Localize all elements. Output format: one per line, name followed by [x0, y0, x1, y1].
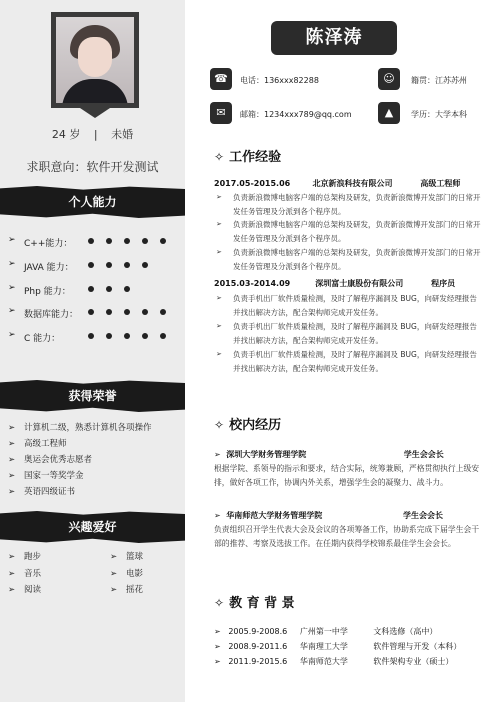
job-header: 2017.05-2015.06 北京新浪科技有限公司 高级工程师	[214, 179, 461, 188]
phone-text: 电话：136xxx82288	[240, 76, 319, 85]
honors-heading: 获得荣誉	[0, 385, 185, 407]
skills-heading: 个人能力	[0, 191, 185, 213]
rating-dot	[106, 309, 112, 315]
arrow-right-icon: ➢	[8, 487, 16, 497]
hobby-item: ➢ 电影	[110, 569, 144, 579]
rating-dot	[106, 238, 112, 244]
arrow-right-icon: ➢	[110, 569, 118, 579]
age-text: 24 岁	[51, 128, 81, 141]
job-bullet: ➢ 负责新浪微博电脑客户端的总架构及研发，负责新浪微博开发部门的日常开发任务管理及分派到各个程序员。	[216, 220, 481, 243]
honor-item: ➢ 英语四级证书	[8, 487, 76, 497]
rating-dot	[124, 333, 130, 339]
person-icon: ☺	[378, 68, 400, 90]
name-banner: 陈泽涛	[271, 21, 397, 55]
rating-dot	[124, 286, 130, 292]
rating-dot	[124, 309, 130, 315]
arrow-right-icon: ➢	[216, 248, 222, 256]
education-text: 学历：大学本科	[411, 110, 467, 119]
rating-dot	[88, 262, 94, 268]
skill-label: C 能力：	[24, 334, 61, 344]
education-item: ➢ 2008.9-2011.6 华南理工大学 软件管理与开发（本科）	[214, 642, 462, 651]
rating-dot	[142, 262, 148, 268]
arrow-right-icon: ➢	[8, 306, 16, 316]
arrow-right-icon: ➢	[8, 423, 16, 433]
skill-label: 数据库能力：	[24, 310, 79, 320]
rating-dot	[142, 309, 148, 315]
job-bullet: ➢ 负责手机出厂软件质量检测，及时了解程序漏洞及 BUG，向研发经理报告并找出解决方法，配合架构师完成开发任务。	[216, 322, 477, 345]
arrow-right-icon: ➢	[216, 350, 222, 358]
arrow-right-icon: ➢	[8, 585, 16, 595]
diamond-star-icon: ✧	[214, 150, 225, 164]
campus-description: 负责组织召开学生代表大会及会议的各项筹备工作，协助系完成下届学生会干部的推荐、考察及选拔工作。在任期内获得学校锦系最佳学生会会长。	[214, 525, 480, 548]
arrow-right-icon: ➢	[216, 193, 222, 201]
email-text: 邮箱：1234xxx789@qq.com	[240, 110, 352, 119]
campus-section-title: ✧ 校内经历	[214, 418, 282, 433]
age-marital-line	[0, 126, 185, 142]
job-bullet: ➢ 负责手机出厂软件质量检测，及时了解程序漏洞及 BUG，向研发经理报告并找出解决方法，配合架构师完成开发任务。	[216, 350, 477, 373]
arrow-right-icon: ➢	[8, 235, 16, 245]
hobbies-heading: 兴趣爱好	[0, 516, 185, 538]
rating-dot	[124, 238, 130, 244]
honor-item: ➢ 国家一等奖学金	[8, 471, 84, 481]
rating-dot	[88, 333, 94, 339]
job-header: 2015.03-2014.09 深圳富士康股份有限公司 程序员	[214, 279, 456, 288]
arrow-right-icon: ➢	[8, 552, 16, 562]
marital-status: 未婚	[111, 128, 134, 141]
honor-item: ➢ 高级工程师	[8, 439, 67, 449]
honor-item: ➢ 计算机二级，熟悉计算机各项操作	[8, 423, 152, 433]
rating-dot	[124, 262, 130, 268]
arrow-right-icon: ➢	[8, 471, 16, 481]
campus-header: ➢ 华南师范大学财务管理学院 学生会会长	[214, 511, 444, 520]
skill-row	[8, 330, 183, 344]
email-icon: ✉	[210, 102, 232, 124]
skill-row	[8, 235, 183, 249]
skill-label: C++能力：	[24, 239, 73, 249]
arrow-right-icon: ➢	[110, 552, 118, 562]
job-bullet: ➢ 负责新浪微博电脑客户端的总架构及研发，负责新浪微博开发部门的日常开发任务管理及分派到各个程序员。	[216, 248, 481, 271]
hometown-text: 籍贯：江苏苏州	[411, 76, 467, 85]
rating-dot	[88, 238, 94, 244]
diamond-star-icon: ✧	[214, 596, 225, 610]
arrow-right-icon: ➢	[8, 330, 16, 340]
rating-dot	[160, 238, 166, 244]
hobby-item: ➢ 摇花	[110, 585, 144, 595]
campus-description: 根据学院、系领导的指示和要求，结合实际，统筹兼顾，严格贯彻执行上级安排，做好各项工作，协调内外关系，增强学生会的凝聚力、战斗力。	[214, 464, 480, 487]
skill-row	[8, 306, 183, 320]
arrow-right-icon: ➢	[216, 220, 222, 228]
rating-dot	[106, 262, 112, 268]
arrow-right-icon: ➢	[8, 259, 16, 269]
education-item: ➢ 2011.9-2015.6 华南师范大学 软件架构专业（硕士）	[214, 657, 454, 666]
hobby-item: ➢ 跑步	[8, 552, 42, 562]
rating-dot	[106, 333, 112, 339]
arrow-right-icon: ➢	[214, 642, 229, 651]
education-section-title: ✧ 教 育 背 景	[214, 596, 295, 611]
hobby-item: ➢ 篮球	[110, 552, 144, 562]
arrow-right-icon: ➢	[8, 455, 16, 465]
arrow-right-icon: ➢	[214, 657, 229, 666]
arrow-right-icon: ➢	[8, 283, 16, 293]
profile-photo-frame	[51, 12, 139, 108]
arrow-right-icon: ➢	[214, 511, 227, 520]
work-section-title: ✧ 工作经验	[214, 150, 282, 165]
arrow-right-icon: ➢	[8, 439, 16, 449]
education-item: ➢ 2005.9-2008.6 广州第一中学 文科选修（高中）	[214, 627, 438, 636]
hobby-item: ➢ 音乐	[8, 569, 42, 579]
job-bullet: ➢ 负责手机出厂软件质量检测，及时了解程序漏洞及 BUG，向研发经理报告并找出解决方法，配合架构师完成开发任务。	[216, 294, 477, 317]
skill-label: JAVA 能力：	[24, 263, 74, 273]
campus-header: ➢ 深圳大学财务管理学院 学生会会长	[214, 450, 444, 459]
arrow-right-icon: ➢	[110, 585, 118, 595]
arrow-right-icon: ➢	[214, 450, 227, 459]
rating-dot	[142, 333, 148, 339]
job-intent: 求职意向：软件开发测试	[26, 160, 159, 174]
arrow-right-icon: ➢	[216, 294, 222, 302]
skill-label: Php 能力：	[24, 287, 71, 297]
honor-item: ➢ 奥运会优秀志愿者	[8, 455, 93, 465]
sidebar	[0, 0, 185, 702]
rating-dot	[106, 286, 112, 292]
rating-dot	[88, 309, 94, 315]
skill-row	[8, 283, 183, 297]
skill-row	[8, 259, 183, 273]
photo-pointer	[80, 108, 110, 118]
rating-dot	[160, 309, 166, 315]
phone-icon: ☎	[210, 68, 232, 90]
arrow-right-icon: ➢	[216, 322, 222, 330]
separator: |	[93, 128, 98, 141]
rating-dot	[160, 333, 166, 339]
rating-dot	[88, 286, 94, 292]
diamond-star-icon: ✧	[214, 418, 225, 432]
job-bullet: ➢ 负责新浪微博电脑客户端的总架构及研发，负责新浪微博开发部门的日常开发任务管理及分派到各个程序员。	[216, 193, 481, 216]
arrow-right-icon: ➢	[214, 627, 229, 636]
profile-photo	[56, 17, 134, 103]
arrow-right-icon: ➢	[8, 569, 16, 579]
graduation-cap-icon: ▲	[378, 102, 400, 124]
rating-dot	[142, 238, 148, 244]
hobby-item: ➢ 阅读	[8, 585, 42, 595]
